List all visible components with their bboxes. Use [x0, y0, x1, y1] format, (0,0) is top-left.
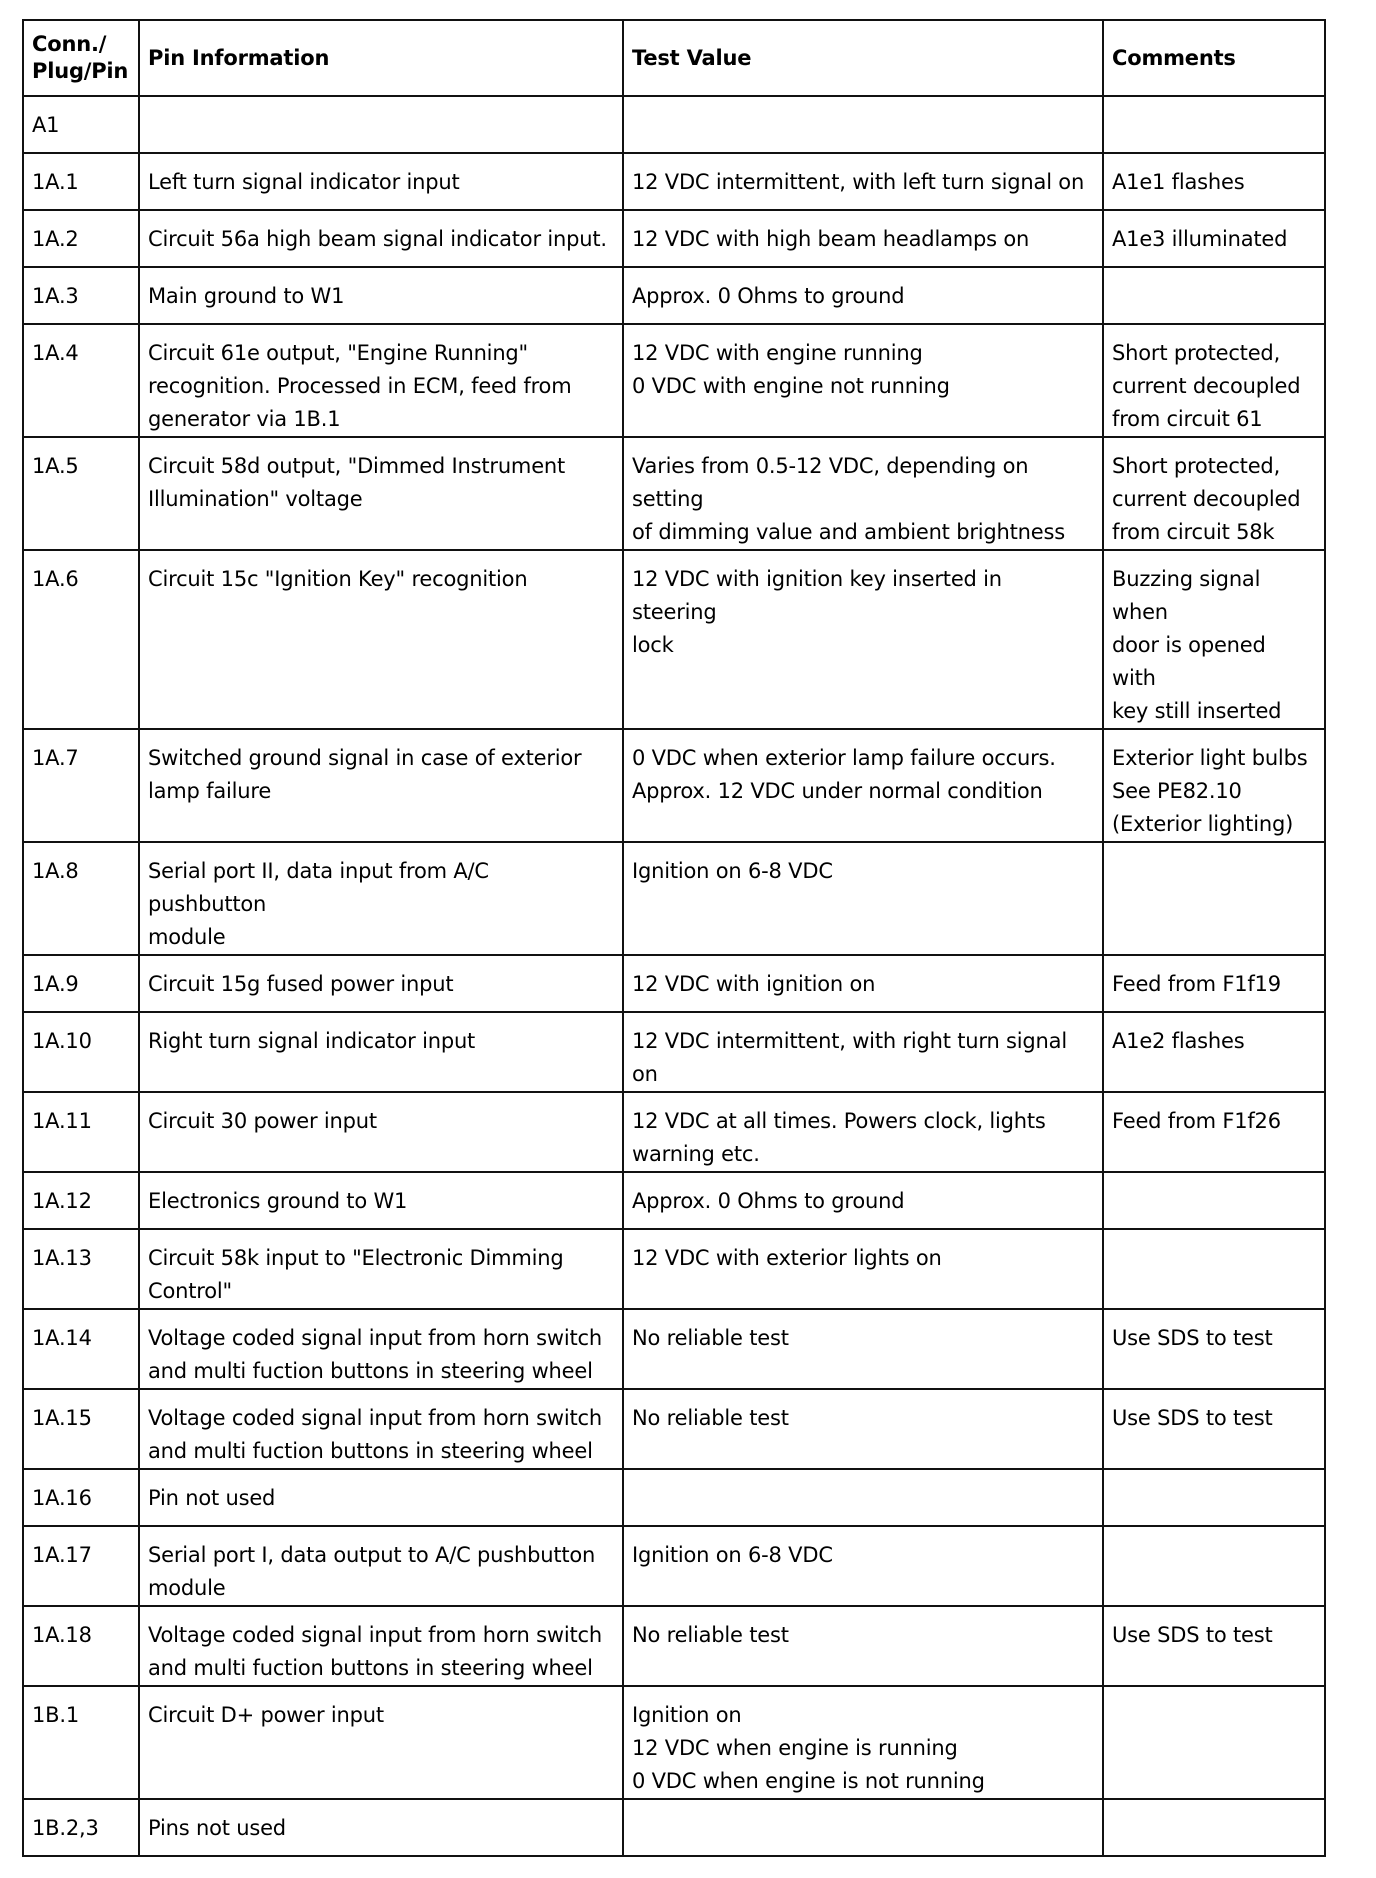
pin-cell-text: A1 — [32, 113, 60, 137]
pin-info-cell — [139, 1229, 623, 1309]
pin-info-cell-text: Pins not used — [148, 1816, 286, 1840]
table-header-row — [23, 20, 1325, 96]
comment-cell — [1103, 210, 1325, 267]
pin-info-cell — [139, 1686, 623, 1799]
pin-info-cell-text: Switched ground signal in case of exterior lamp failure — [148, 746, 582, 803]
pin-cell — [23, 153, 139, 210]
header-test-value — [623, 20, 1103, 96]
pin-cell-text: 1A.10 — [32, 1029, 92, 1053]
test-value-cell — [623, 1229, 1103, 1309]
pin-cell — [23, 1799, 139, 1856]
pin-info-cell-text: Left turn signal indicator input — [148, 170, 460, 194]
pin-info-cell-text: Voltage coded signal input from horn switch and multi fuction buttons in steering wheel — [148, 1623, 602, 1680]
pin-info-cell — [139, 955, 623, 1012]
test-value-cell-text: 12 VDC intermittent, with left turn signal on — [632, 170, 1085, 194]
pin-info-cell-text: Right turn signal indicator input — [148, 1029, 476, 1053]
pin-cell — [23, 1012, 139, 1092]
pin-cell-text: 1A.18 — [32, 1623, 92, 1647]
comment-cell-text: Use SDS to test — [1112, 1326, 1273, 1350]
comment-cell-text: Feed from F1f26 — [1112, 1109, 1281, 1133]
comment-cell — [1103, 1799, 1325, 1856]
pin-info-cell — [139, 1526, 623, 1606]
pin-info-cell — [139, 1469, 623, 1526]
table-row — [23, 1526, 1325, 1606]
pin-cell — [23, 96, 139, 153]
comment-cell — [1103, 1526, 1325, 1606]
pin-info-cell-text: Circuit 15g fused power input — [148, 972, 454, 996]
pin-info-cell — [139, 210, 623, 267]
pin-info-cell — [139, 96, 623, 153]
test-value-cell — [623, 324, 1103, 437]
test-value-cell — [623, 1012, 1103, 1092]
pin-info-cell-text: Electronics ground to W1 — [148, 1189, 408, 1213]
table-row — [23, 1389, 1325, 1469]
comment-cell-text: A1e1 flashes — [1112, 170, 1245, 194]
comment-cell — [1103, 324, 1325, 437]
pin-cell-text: 1B.1 — [32, 1703, 80, 1727]
test-value-cell — [623, 1686, 1103, 1799]
pin-info-cell-text: Voltage coded signal input from horn switch and multi fuction buttons in steering wheel — [148, 1406, 602, 1463]
comment-cell — [1103, 1092, 1325, 1172]
test-value-cell — [623, 96, 1103, 153]
table-row — [23, 550, 1325, 729]
pin-cell-text: 1A.6 — [32, 567, 79, 591]
test-value-cell-text: 12 VDC intermittent, with right turn signal on — [632, 1029, 1067, 1086]
table-row — [23, 1606, 1325, 1686]
test-value-cell — [623, 1172, 1103, 1229]
test-value-cell — [623, 1092, 1103, 1172]
table-row — [23, 153, 1325, 210]
pin-info-cell — [139, 153, 623, 210]
header-comments-text: Comments — [1112, 45, 1236, 70]
comment-cell — [1103, 1606, 1325, 1686]
test-value-cell — [623, 842, 1103, 955]
header-test-value-text: Test Value — [632, 45, 752, 70]
comment-cell — [1103, 437, 1325, 550]
pin-cell — [23, 267, 139, 324]
header-pin-info-text: Pin Information — [148, 45, 330, 70]
test-value-cell-text: No reliable test — [632, 1326, 789, 1350]
test-value-cell-text: Approx. 0 Ohms to ground — [632, 1189, 905, 1213]
comment-cell-text: Use SDS to test — [1112, 1623, 1273, 1647]
pin-info-cell — [139, 550, 623, 729]
pin-info-cell — [139, 1309, 623, 1389]
pin-cell-text: 1A.13 — [32, 1246, 92, 1270]
pin-info-cell-text: Voltage coded signal input from horn switch and multi fuction buttons in steering wheel — [148, 1326, 602, 1383]
table-row — [23, 96, 1325, 153]
test-value-cell — [623, 1389, 1103, 1469]
pin-cell-text: 1A.1 — [32, 170, 79, 194]
comment-cell — [1103, 550, 1325, 729]
comment-cell-text: Short protected, current decoupled from circuit 58k — [1112, 454, 1301, 544]
pin-cell — [23, 210, 139, 267]
test-value-cell-text: 12 VDC with ignition key inserted in steering lock — [632, 567, 1002, 657]
comment-cell-text: A1e3 illuminated — [1112, 227, 1288, 251]
pin-cell — [23, 842, 139, 955]
pin-cell — [23, 324, 139, 437]
table-body — [23, 96, 1325, 1856]
comment-cell — [1103, 267, 1325, 324]
table-row — [23, 1092, 1325, 1172]
comment-cell — [1103, 729, 1325, 842]
comment-cell-text: Exterior light bulbs See PE82.10 (Exterior lighting) — [1112, 746, 1308, 836]
test-value-cell-text: Ignition on 12 VDC when engine is running 0 VDC when engine is not running — [632, 1703, 985, 1793]
comment-cell — [1103, 1229, 1325, 1309]
pin-cell — [23, 1606, 139, 1686]
pin-cell — [23, 729, 139, 842]
pin-info-cell-text: Pin not used — [148, 1486, 276, 1510]
table-row — [23, 1012, 1325, 1092]
pin-cell — [23, 437, 139, 550]
table-row — [23, 1172, 1325, 1229]
test-value-cell — [623, 267, 1103, 324]
pin-cell-text: 1B.2,3 — [32, 1816, 99, 1840]
pin-cell-text: 1A.15 — [32, 1406, 92, 1430]
pin-info-cell — [139, 267, 623, 324]
pin-info-cell — [139, 842, 623, 955]
table-row — [23, 210, 1325, 267]
test-value-cell-text: Varies from 0.5-12 VDC, depending on setting of dimming value and ambient brightness — [632, 454, 1065, 544]
test-value-cell-text: Ignition on 6-8 VDC — [632, 859, 833, 883]
pin-cell-text: 1A.9 — [32, 972, 79, 996]
pin-cell-text: 1A.16 — [32, 1486, 92, 1510]
table-row — [23, 1686, 1325, 1799]
test-value-cell — [623, 1799, 1103, 1856]
table-row — [23, 955, 1325, 1012]
pin-cell-text: 1A.7 — [32, 746, 79, 770]
test-value-cell — [623, 1606, 1103, 1686]
pin-cell-text: 1A.12 — [32, 1189, 92, 1213]
comment-cell-text: Use SDS to test — [1112, 1406, 1273, 1430]
test-value-cell-text: 12 VDC with ignition on — [632, 972, 876, 996]
test-value-cell — [623, 1469, 1103, 1526]
test-value-cell — [623, 437, 1103, 550]
pin-cell-text: 1A.3 — [32, 284, 79, 308]
pin-cell-text: 1A.11 — [32, 1109, 92, 1133]
comment-cell — [1103, 1012, 1325, 1092]
pin-cell — [23, 1469, 139, 1526]
pin-cell — [23, 1389, 139, 1469]
pin-cell — [23, 1686, 139, 1799]
pin-cell — [23, 1172, 139, 1229]
pin-cell-text: 1A.8 — [32, 859, 79, 883]
pin-cell-text: 1A.14 — [32, 1326, 92, 1350]
pin-cell-text: 1A.2 — [32, 227, 79, 251]
comment-cell — [1103, 1172, 1325, 1229]
test-value-cell — [623, 1526, 1103, 1606]
header-conn-plug-pin — [23, 20, 139, 96]
pin-cell — [23, 1229, 139, 1309]
pin-cell-text: 1A.4 — [32, 341, 79, 365]
test-value-cell — [623, 729, 1103, 842]
pin-info-cell-text: Serial port II, data input from A/C pushbutton module — [148, 859, 489, 949]
pin-info-cell-text: Circuit 61e output, "Engine Running" recognition. Processed in ECM, feed from generator via 1B.1 — [148, 341, 572, 431]
table-row — [23, 729, 1325, 842]
pin-info-cell — [139, 1092, 623, 1172]
test-value-cell-text: 12 VDC at all times. Powers clock, lights warning etc. — [632, 1109, 1046, 1166]
pin-info-cell — [139, 1172, 623, 1229]
pin-info-cell-text: Circuit 30 power input — [148, 1109, 377, 1133]
test-value-cell — [623, 550, 1103, 729]
pin-cell — [23, 550, 139, 729]
pin-information-table — [22, 19, 1326, 1857]
pin-info-cell-text: Serial port I, data output to A/C pushbutton module — [148, 1543, 596, 1600]
pin-info-cell-text: Circuit 58d output, "Dimmed Instrument Illumination" voltage — [148, 454, 566, 511]
comment-cell — [1103, 955, 1325, 1012]
test-value-cell — [623, 210, 1103, 267]
pin-cell — [23, 1309, 139, 1389]
test-value-cell — [623, 153, 1103, 210]
pin-info-cell — [139, 437, 623, 550]
test-value-cell — [623, 955, 1103, 1012]
table-row — [23, 324, 1325, 437]
pin-info-cell-text: Main ground to W1 — [148, 284, 345, 308]
pin-info-cell-text: Circuit 15c "Ignition Key" recognition — [148, 567, 528, 591]
pin-cell — [23, 955, 139, 1012]
table-row — [23, 1309, 1325, 1389]
pin-info-cell-text: Circuit D+ power input — [148, 1703, 384, 1727]
pin-info-cell-text: Circuit 58k input to "Electronic Dimming Control" — [148, 1246, 564, 1303]
comment-cell — [1103, 842, 1325, 955]
comment-cell — [1103, 1389, 1325, 1469]
test-value-cell-text: No reliable test — [632, 1406, 789, 1430]
table-row — [23, 267, 1325, 324]
test-value-cell-text: 12 VDC with high beam headlamps on — [632, 227, 1030, 251]
pin-cell-text: 1A.17 — [32, 1543, 92, 1567]
comment-cell-text: Buzzing signal when door is opened with key still inserted — [1112, 567, 1282, 723]
table-row — [23, 1229, 1325, 1309]
comment-cell — [1103, 153, 1325, 210]
pin-info-cell — [139, 1606, 623, 1686]
comment-cell — [1103, 1686, 1325, 1799]
test-value-cell-text: Approx. 0 Ohms to ground — [632, 284, 905, 308]
test-value-cell — [623, 1309, 1103, 1389]
pin-info-cell — [139, 324, 623, 437]
header-comments — [1103, 20, 1325, 96]
comment-cell — [1103, 1469, 1325, 1526]
table-row — [23, 437, 1325, 550]
pin-info-cell — [139, 1799, 623, 1856]
test-value-cell-text: 0 VDC when exterior lamp failure occurs. Approx. 12 VDC under normal condition — [632, 746, 1056, 803]
table-row — [23, 1799, 1325, 1856]
comment-cell-text: Feed from F1f19 — [1112, 972, 1281, 996]
test-value-cell-text: No reliable test — [632, 1623, 789, 1647]
test-value-cell-text: 12 VDC with engine running 0 VDC with engine not running — [632, 341, 950, 398]
comment-cell-text: A1e2 flashes — [1112, 1029, 1245, 1053]
table-row — [23, 842, 1325, 955]
pin-info-cell — [139, 1389, 623, 1469]
table-row — [23, 1469, 1325, 1526]
pin-info-cell — [139, 1012, 623, 1092]
pin-cell — [23, 1526, 139, 1606]
pin-info-cell — [139, 729, 623, 842]
test-value-cell-text: Ignition on 6-8 VDC — [632, 1543, 833, 1567]
header-pin-information — [139, 20, 623, 96]
test-value-cell-text: 12 VDC with exterior lights on — [632, 1246, 942, 1270]
header-conn-text: Conn./ Plug/Pin — [32, 32, 129, 83]
pin-cell-text: 1A.5 — [32, 454, 79, 478]
comment-cell — [1103, 1309, 1325, 1389]
pin-cell — [23, 1092, 139, 1172]
pin-info-cell-text: Circuit 56a high beam signal indicator input. — [148, 227, 607, 251]
comment-cell-text: Short protected, current decoupled from circuit 61 — [1112, 341, 1301, 431]
comment-cell — [1103, 96, 1325, 153]
